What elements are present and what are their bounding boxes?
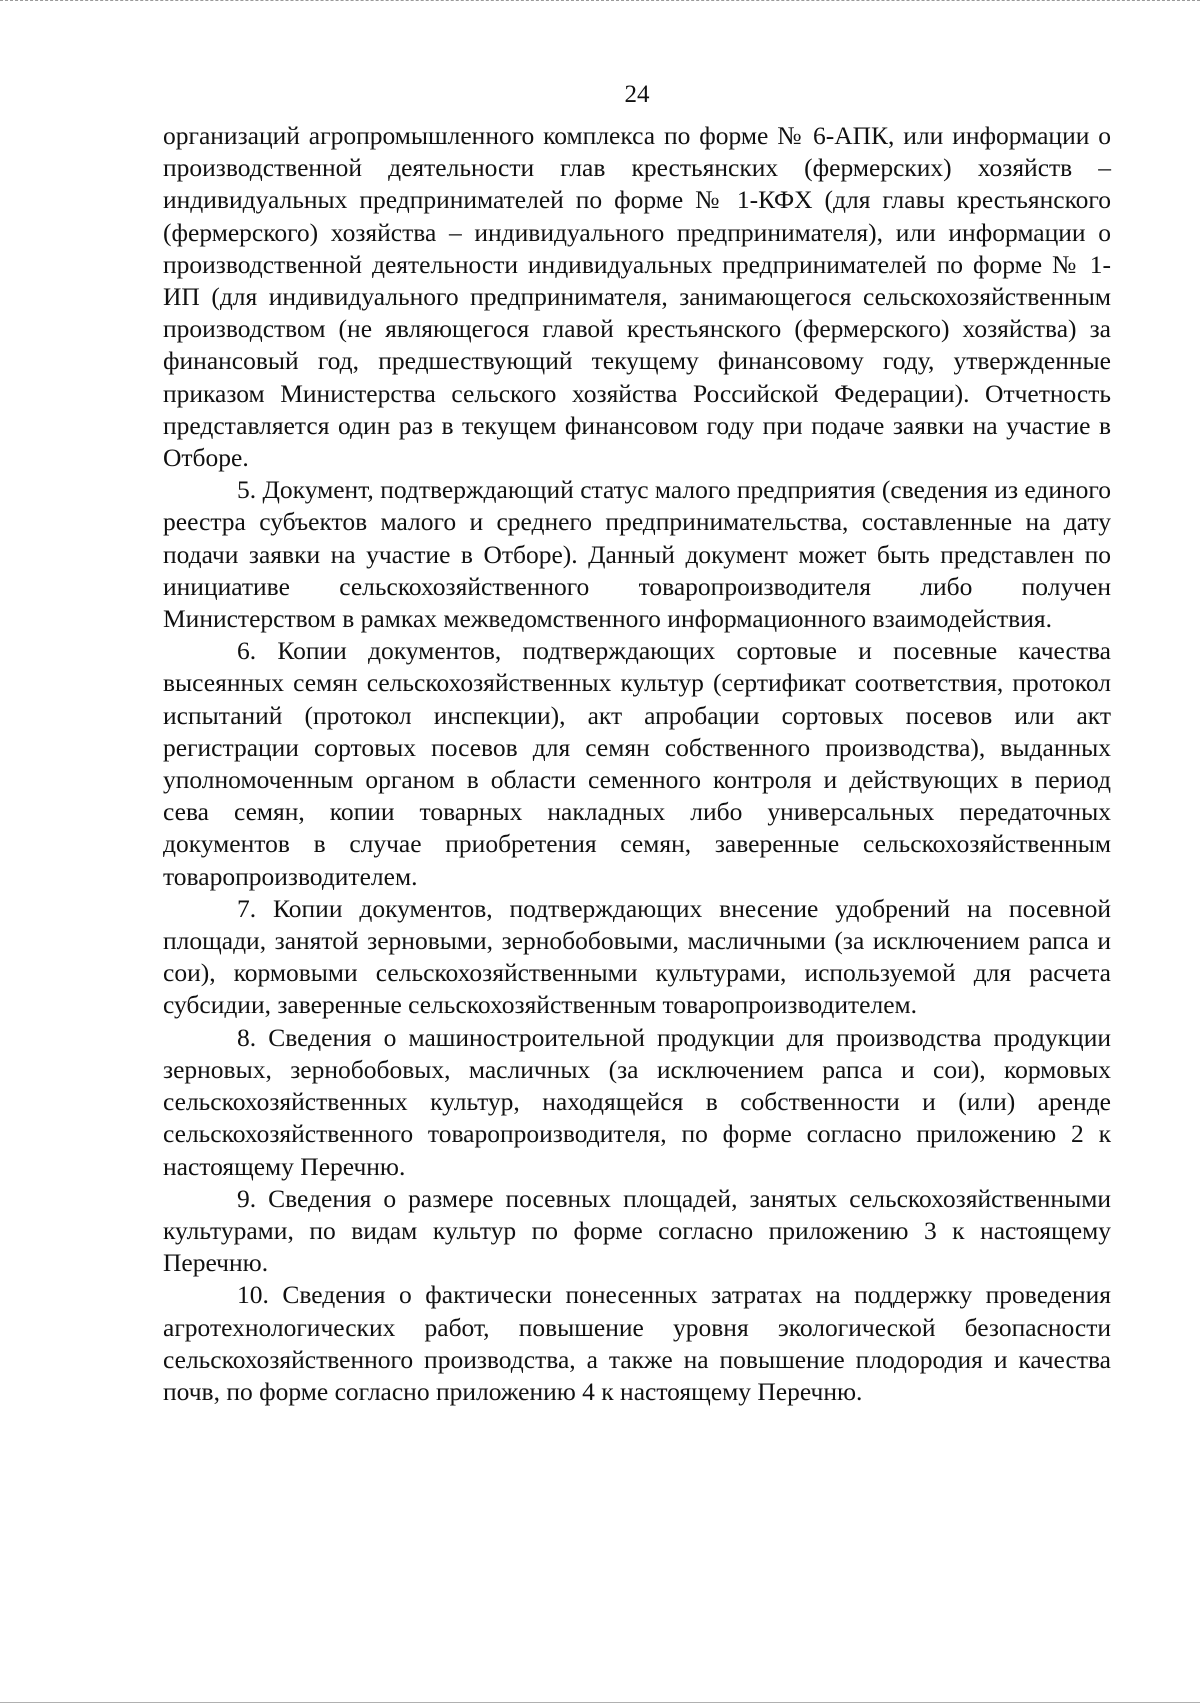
scan-edge-bottom — [0, 1700, 1200, 1703]
page-number: 24 — [624, 81, 650, 108]
paragraph-item-8: 8. Сведения о машиностроительной продукции для производства продукции зерновых, зернобобовых, масличных (за исключением рапса и сои), кормовых сельскохозяйственных культур, находящейся в собственности и (или) аренде сельскохозяйственного товаропроизводителя, по форме согласно приложению 2 к настоящему Перечню. — [163, 1022, 1111, 1181]
document-body — [163, 120, 1111, 1408]
paragraph-item-7: 7. Копии документов, подтверждающих внесение удобрений на посевной площади, занятой зерновыми, зернобобовыми, масличными (за исключением рапса и сои), кормовыми сельскохозяйственными культурами, используемой для расчета субсидии, заверенные сельскохозяйственным товаропроизводителем. — [163, 893, 1111, 1020]
scan-edge-top — [0, 0, 1200, 4]
paragraph-item-6: 6. Копии документов, подтверждающих сортовые и посевные качества высеянных семян сельскохозяйственных культур (сертификат соответствия, протокол испытаний (протокол инспекции), акт апробации сортовых посевов или акт регистрации сортовых посевов для семян собственного производства), выданных уполномоченным органом в области семенного контроля и действующих в период сева семян, копии товарных накладных либо универсальных передаточных документов в случае приобретения семян, заверенные сельскохозяйственным товаропроизводителем. — [163, 636, 1111, 891]
paragraph-item-9: 9. Сведения о размере посевных площадей, занятых сельскохозяйственными культурами, по видам культур по форме согласно приложению 3 к настоящему Перечню. — [163, 1183, 1111, 1278]
paragraph-item-10: 10. Сведения о фактически понесенных затратах на поддержку проведения агротехнологических работ, повышение уровня экологической безопасности сельскохозяйственного производства, а также на повышение плодородия и качества почв, по форме согласно приложению 4 к настоящему Перечню. — [163, 1280, 1111, 1406]
paragraph-item-5: 5. Документ, подтверждающий статус малого предприятия (сведения из единого реестра субъектов малого и среднего предпринимательства, составленные на дату подачи заявки на участие в Отборе). Данный документ может быть представлен по инициативе сельскохозяйственного товаропроизводителя либо получен Министерством в рамках межведомственного информационного взаимодействия. — [163, 475, 1111, 634]
paragraph-continuation: организаций агропромышленного комплекса по форме № 6-АПК, или информации о производственной деятельности глав крестьянских (фермерских) хозяйств – индивидуальных предпринимателей по форме № 1-КФХ (для главы крестьянского (фермерского) хозяйства – индивидуального предпринимателя), или информации о производственной деятельности индивидуальных предпринимателей по форме № 1-ИП (для индивидуального предпринимателя, занимающегося сельскохозяйственным производством (не являющегося главой крестьянского (фермерского) хозяйства) за финансовый год, предшествующий текущему финансовому году, утвержденные приказом Министерства сельского хозяйства Российской Федерации). Отчетность представляется один раз в текущем финансовом году при подаче заявки на участие в Отборе. — [163, 121, 1111, 473]
